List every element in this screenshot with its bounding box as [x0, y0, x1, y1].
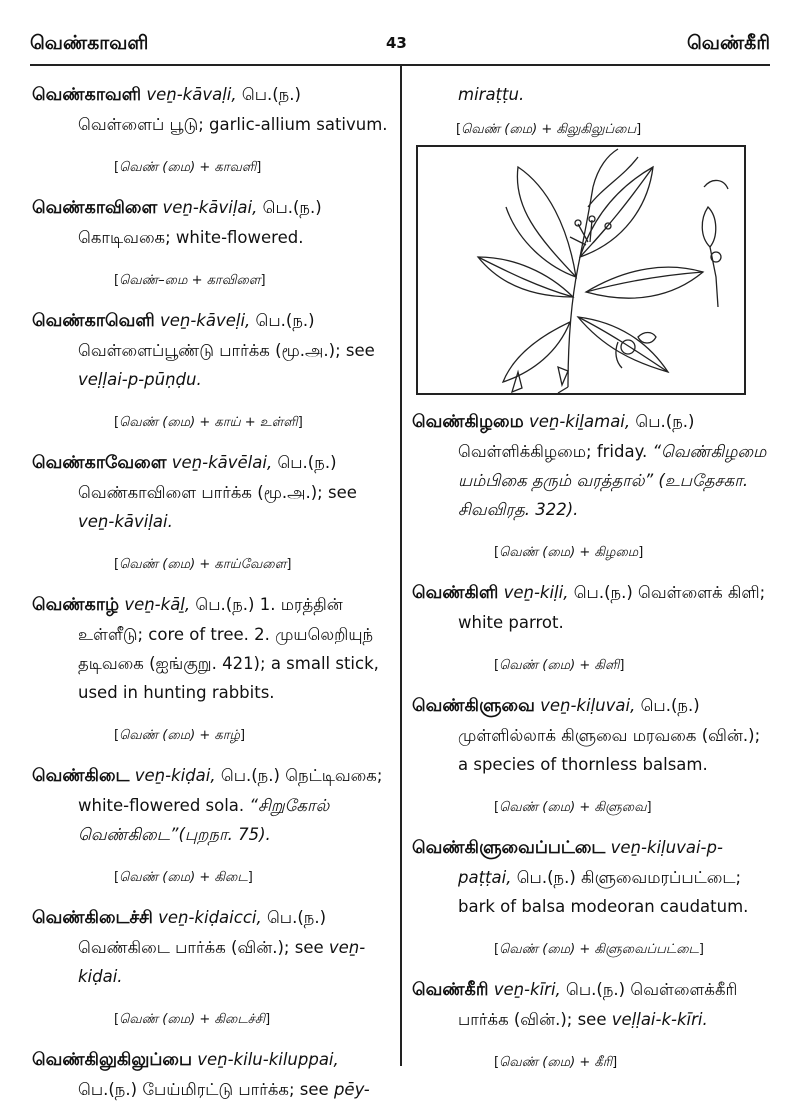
- entry: [32, 193, 388, 252]
- definition-tamil: வெண்காவிளை பார்க்க (மூ.அ.);: [78, 483, 323, 502]
- headword: வெண்கிளுவைப்பட்டை: [412, 838, 606, 858]
- transliteration: veṉ-kāveḷi,: [159, 311, 251, 330]
- part-of-speech: பெ.(ந.): [255, 311, 315, 330]
- page-header: [30, 30, 770, 62]
- entry: [412, 833, 768, 921]
- entry-continuation: [412, 80, 768, 109]
- part-of-speech: பெ.(ந.): [640, 696, 700, 715]
- headword: வெண்கிளி: [412, 583, 499, 603]
- entry: [32, 903, 388, 991]
- part-of-speech: பெ.(ந.): [78, 1080, 138, 1099]
- cross-reference: veḷḷai-k-kīri.: [611, 1010, 708, 1029]
- transliteration: veṉ-kīri,: [493, 980, 561, 999]
- headword: வெண்காழ்: [32, 595, 120, 615]
- definition-tamil: முள்ளில்லாக் கிளுவை மரவகை (வின்.);: [458, 726, 761, 745]
- definition-tamil: வெள்ளைக் கிளி;: [638, 583, 766, 602]
- entry: [412, 691, 768, 779]
- definition-english: bark of balsa modeoran caudatum.: [458, 897, 749, 916]
- definition-tamil: பேய்மிரட்டு பார்க்க;: [142, 1080, 295, 1099]
- transliteration: veṉ-kiḻamai,: [528, 412, 631, 431]
- etymology: [வெண் (மை) + கிழமை]: [494, 545, 644, 560]
- header-right-guideword: வெண்கீரி: [687, 32, 770, 54]
- header-left-guideword: வெண்காவளி: [30, 32, 149, 54]
- definition-english: see: [327, 483, 357, 502]
- headword: வெண்கிடைச்சி: [32, 908, 153, 928]
- transliteration: veṉ-kiḍai,: [134, 766, 216, 785]
- entry: [32, 590, 388, 707]
- cross-reference: pēy-: [333, 1080, 370, 1099]
- entry: [32, 306, 388, 394]
- part-of-speech: பெ.(ந.): [266, 908, 327, 927]
- transliteration: veṉ-kiḷuvai-p-paṭṭai,: [458, 838, 723, 887]
- definition-english: a species of thornless balsam.: [458, 755, 708, 774]
- definition-tamil: கொடிவகை;: [78, 228, 171, 247]
- etymology: [வெண் (மை) + கிளி]: [494, 658, 625, 673]
- transliteration: veṉ-kilu-kiluppai,: [197, 1050, 339, 1069]
- transliteration: veṉ-kiḍaicci,: [158, 908, 262, 927]
- etymology: [வெண் (மை) + கிடை]: [114, 870, 253, 885]
- definition-tamil: நெட்டிவகை;: [285, 766, 383, 785]
- transliteration: veṉ-kāvaḷi,: [146, 85, 237, 104]
- right-column: [412, 80, 768, 1088]
- cross-reference: veṉ-kiḍai.: [78, 938, 366, 986]
- headword: வெண்கிடை: [32, 766, 130, 786]
- headword: வெண்கிழமை: [412, 412, 524, 432]
- cross-reference: veḷḷai-p-pūṇḍu.: [78, 370, 202, 389]
- part-of-speech: பெ.(ந.): [573, 583, 633, 602]
- definition-english: see: [577, 1010, 607, 1029]
- part-of-speech: பெ.(ந.): [277, 453, 337, 472]
- etymology: [வெண் (மை) + காவளி]: [114, 160, 262, 175]
- definition-tamil: வெள்ளைப்பூண்டு பார்க்க (மூ.அ.);: [78, 341, 341, 360]
- left-column: [32, 80, 388, 1104]
- etymology: [வெண் (மை) + கிளுவைப்பட்டை]: [494, 942, 704, 957]
- definition-english: see: [294, 938, 324, 957]
- cross-reference: veṉ-kāviḷai.: [78, 512, 173, 531]
- definition-tamil: வெள்ளைப் பூடு;: [78, 115, 204, 134]
- definition-english-2: a small stick, used in hunting rabbits.: [78, 654, 379, 702]
- etymology: [வெண்–மை + காவிளை]: [114, 273, 266, 288]
- entry: [32, 448, 388, 536]
- etymology: [வெண் (மை) + கிடைச்சி]: [114, 1012, 271, 1027]
- etymology: [வெண் (மை) + காழ்]: [114, 728, 246, 743]
- column-divider: [400, 66, 402, 1066]
- etymology: [வெண் (மை) + கிளுவை]: [494, 800, 652, 815]
- part-of-speech: பெ.(ந.): [195, 595, 255, 614]
- definition-tamil-2: 2. முயலெறியுந் தடிவகை (ஐங்குறு. 421);: [78, 625, 374, 673]
- headword: வெண்காவெளி: [32, 311, 155, 331]
- transliteration: veṉ-kiḷuvai,: [540, 696, 636, 715]
- headword: வெண்கிளுவை: [412, 696, 535, 716]
- definition-tamil: கிளுவைமரப்பட்டை;: [581, 868, 742, 887]
- etymology: [வெண் (மை) + காய் + உள்ளி]: [114, 415, 303, 430]
- cross-reference: miraṭṭu.: [458, 85, 525, 104]
- definition-english: white-flowered.: [175, 228, 304, 247]
- definition-english: garlic-allium sativum.: [209, 115, 388, 134]
- definition-english: friday.: [596, 442, 648, 461]
- entry: [32, 1045, 388, 1104]
- definition-tamil: வெள்ளைக்கீரி பார்க்க (வின்.);: [458, 980, 738, 1029]
- part-of-speech: பெ.(ந.): [635, 412, 695, 431]
- quotation: “வெண்கிழமை யம்பிகை தரும் வரத்தால்” (உபதேசகா. சிவவிரத. 322).: [458, 442, 767, 519]
- etymology: [வெண் (மை) + காய்வேளை]: [114, 557, 292, 572]
- definition-tamil: வெண்கிடை பார்க்க (வின்.);: [78, 938, 290, 957]
- headword: வெண்காவளி: [32, 85, 142, 105]
- quotation: “சிறுகோல் வெண்கிடை”(புறநா. 75).: [78, 796, 330, 844]
- part-of-speech: பெ.(ந.): [220, 766, 280, 785]
- definition-english-1: core of tree.: [148, 625, 249, 644]
- entry: [412, 407, 768, 524]
- part-of-speech: பெ.(ந.): [262, 198, 322, 217]
- etymology: [வெண் (மை) + கிலுகிலுப்பை]: [456, 122, 642, 137]
- plant-illustration: [416, 145, 746, 395]
- entry: [412, 975, 768, 1034]
- part-of-speech: பெ.(ந.): [566, 980, 626, 999]
- page-number: 43: [386, 34, 407, 52]
- headword: வெண்கிலுகிலுப்பை: [32, 1050, 192, 1070]
- headword: வெண்காவிளை: [32, 198, 158, 218]
- etymology: [வெண் (மை) + கீரி]: [494, 1055, 618, 1070]
- entry: [412, 578, 768, 637]
- definition-tamil: வெள்ளிக்கிழமை;: [458, 442, 592, 461]
- definition-tamil-1: 1. மரத்தின் உள்ளீடு;: [78, 595, 343, 644]
- headword: வெண்கீரி: [412, 980, 489, 1000]
- transliteration: veṉ-kiḷi,: [503, 583, 569, 602]
- part-of-speech: பெ.(ந.): [241, 85, 301, 104]
- definition-english: see: [345, 341, 375, 360]
- definition-english: white parrot.: [458, 613, 564, 632]
- plant-leaf-icon: [418, 147, 744, 393]
- transliteration: veṉ-kāvēlai,: [171, 453, 273, 472]
- definition-english: white-flowered sola.: [78, 796, 245, 815]
- part-of-speech: பெ.(ந.): [516, 868, 576, 887]
- entry: [32, 761, 388, 849]
- entry: [32, 80, 388, 139]
- headword: வெண்காவேளை: [32, 453, 167, 473]
- transliteration: veṉ-kāviḷai,: [162, 198, 258, 217]
- definition-english: see: [299, 1080, 329, 1099]
- transliteration: veṉ-kāḻ,: [124, 595, 191, 614]
